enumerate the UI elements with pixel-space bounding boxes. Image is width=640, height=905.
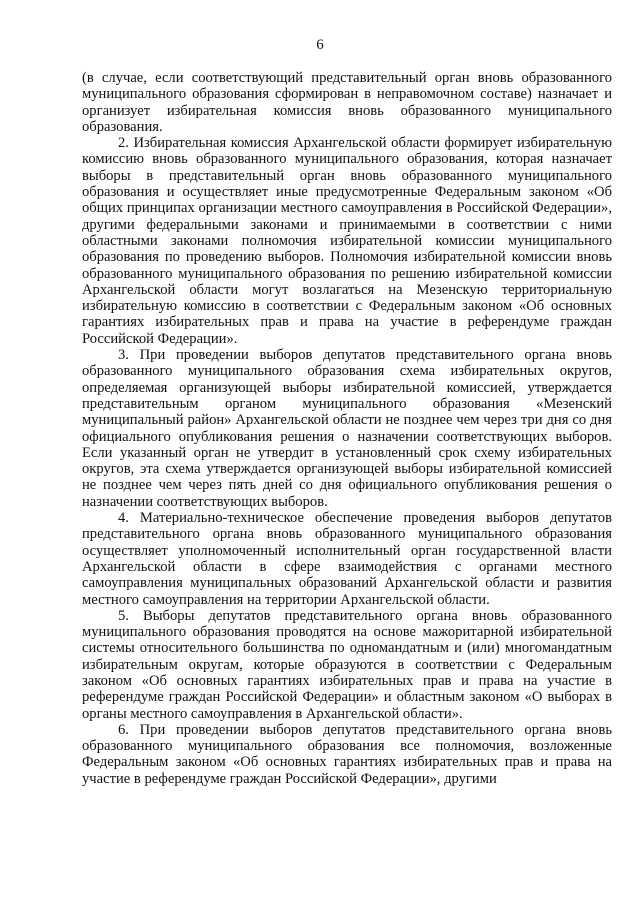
paragraph-continuation: (в случае, если соответствующий представительный орган вновь образованного муниципального образования сформирован в неправомочном составе) назначает и организует избирательная комиссия вновь образованного муниципального образования. bbox=[82, 70, 612, 135]
paragraph-3: 3. При проведении выборов депутатов представительного органа вновь образованного муниципального образования схема избирательных округов, определяемая организующей выборы избирательной комиссией, утверждается представительным органом муниципального образования «Мезенский муниципальный район» Архангельской области не позднее чем через три дня со дня официального опубликования решения о назначении соответствующих выборов. Если указанный орган не утвердит в установленный срок схему избирательных округов, эта схема утверждается организующей выборы избирательной комиссией не позднее чем через пять дней со дня официального опубликования решения о назначении соответствующих выборов. bbox=[82, 347, 612, 510]
paragraph-6: 6. При проведении выборов депутатов представительного органа вновь образованного муниципального образования все полномочия, возложенные Федеральным законом «Об основных гарантиях избирательных прав и права на участие в референдуме граждан Российской Федерации», другими bbox=[82, 721, 612, 787]
paragraph-4: 4. Материально-техническое обеспечение проведения выборов депутатов представительного органа вновь образованного муниципального образования осуществляет уполномоченный исполнительный орган государственной власти Архангельской области в сфере взаимодействия с органами местного самоуправления муниципальных образований Архангельской области и развития местного самоуправления на территории Архангельской области. bbox=[82, 510, 612, 608]
document-body bbox=[82, 70, 612, 787]
paragraph-5: 5. Выборы депутатов представительного органа вновь образованного муниципального образования проводятся на основе мажоритарной избирательной системы относительного большинства по одномандатным и (или) многомандатным избирательным округам, которые образуются в соответствии с Федеральным законом «Об основных гарантиях избирательных прав и права на участие в референдуме граждан Российской Федерации» и областным законом «О выборах в органы местного самоуправления в Архангельской области». bbox=[82, 607, 612, 722]
paragraph-2: 2. Избирательная комиссия Архангельской области формирует избирательную комиссию вновь образованного муниципального образования, которая назначает выборы в представительный орган вновь образованного муниципального образования и осуществляет иные предусмотренные Федеральным законом «Об общих принципах организации местного самоуправления в Российской Федерации», другими федеральными законами и принимаемыми в соответствии с ними областными законами полномочия избирательной комиссии муниципального образования по проведению выборов. Полномочия избирательной комиссии вновь образованного муниципального образования по решению избирательной комиссии Архангельской области могут возлагаться на Мезенскую территориальную избирательную комиссию в соответствии с Федеральным законом «Об основных гарантиях избирательных прав и права на участие в референдуме граждан Российской Федерации». bbox=[82, 135, 612, 347]
page-number: 6 bbox=[316, 37, 324, 53]
